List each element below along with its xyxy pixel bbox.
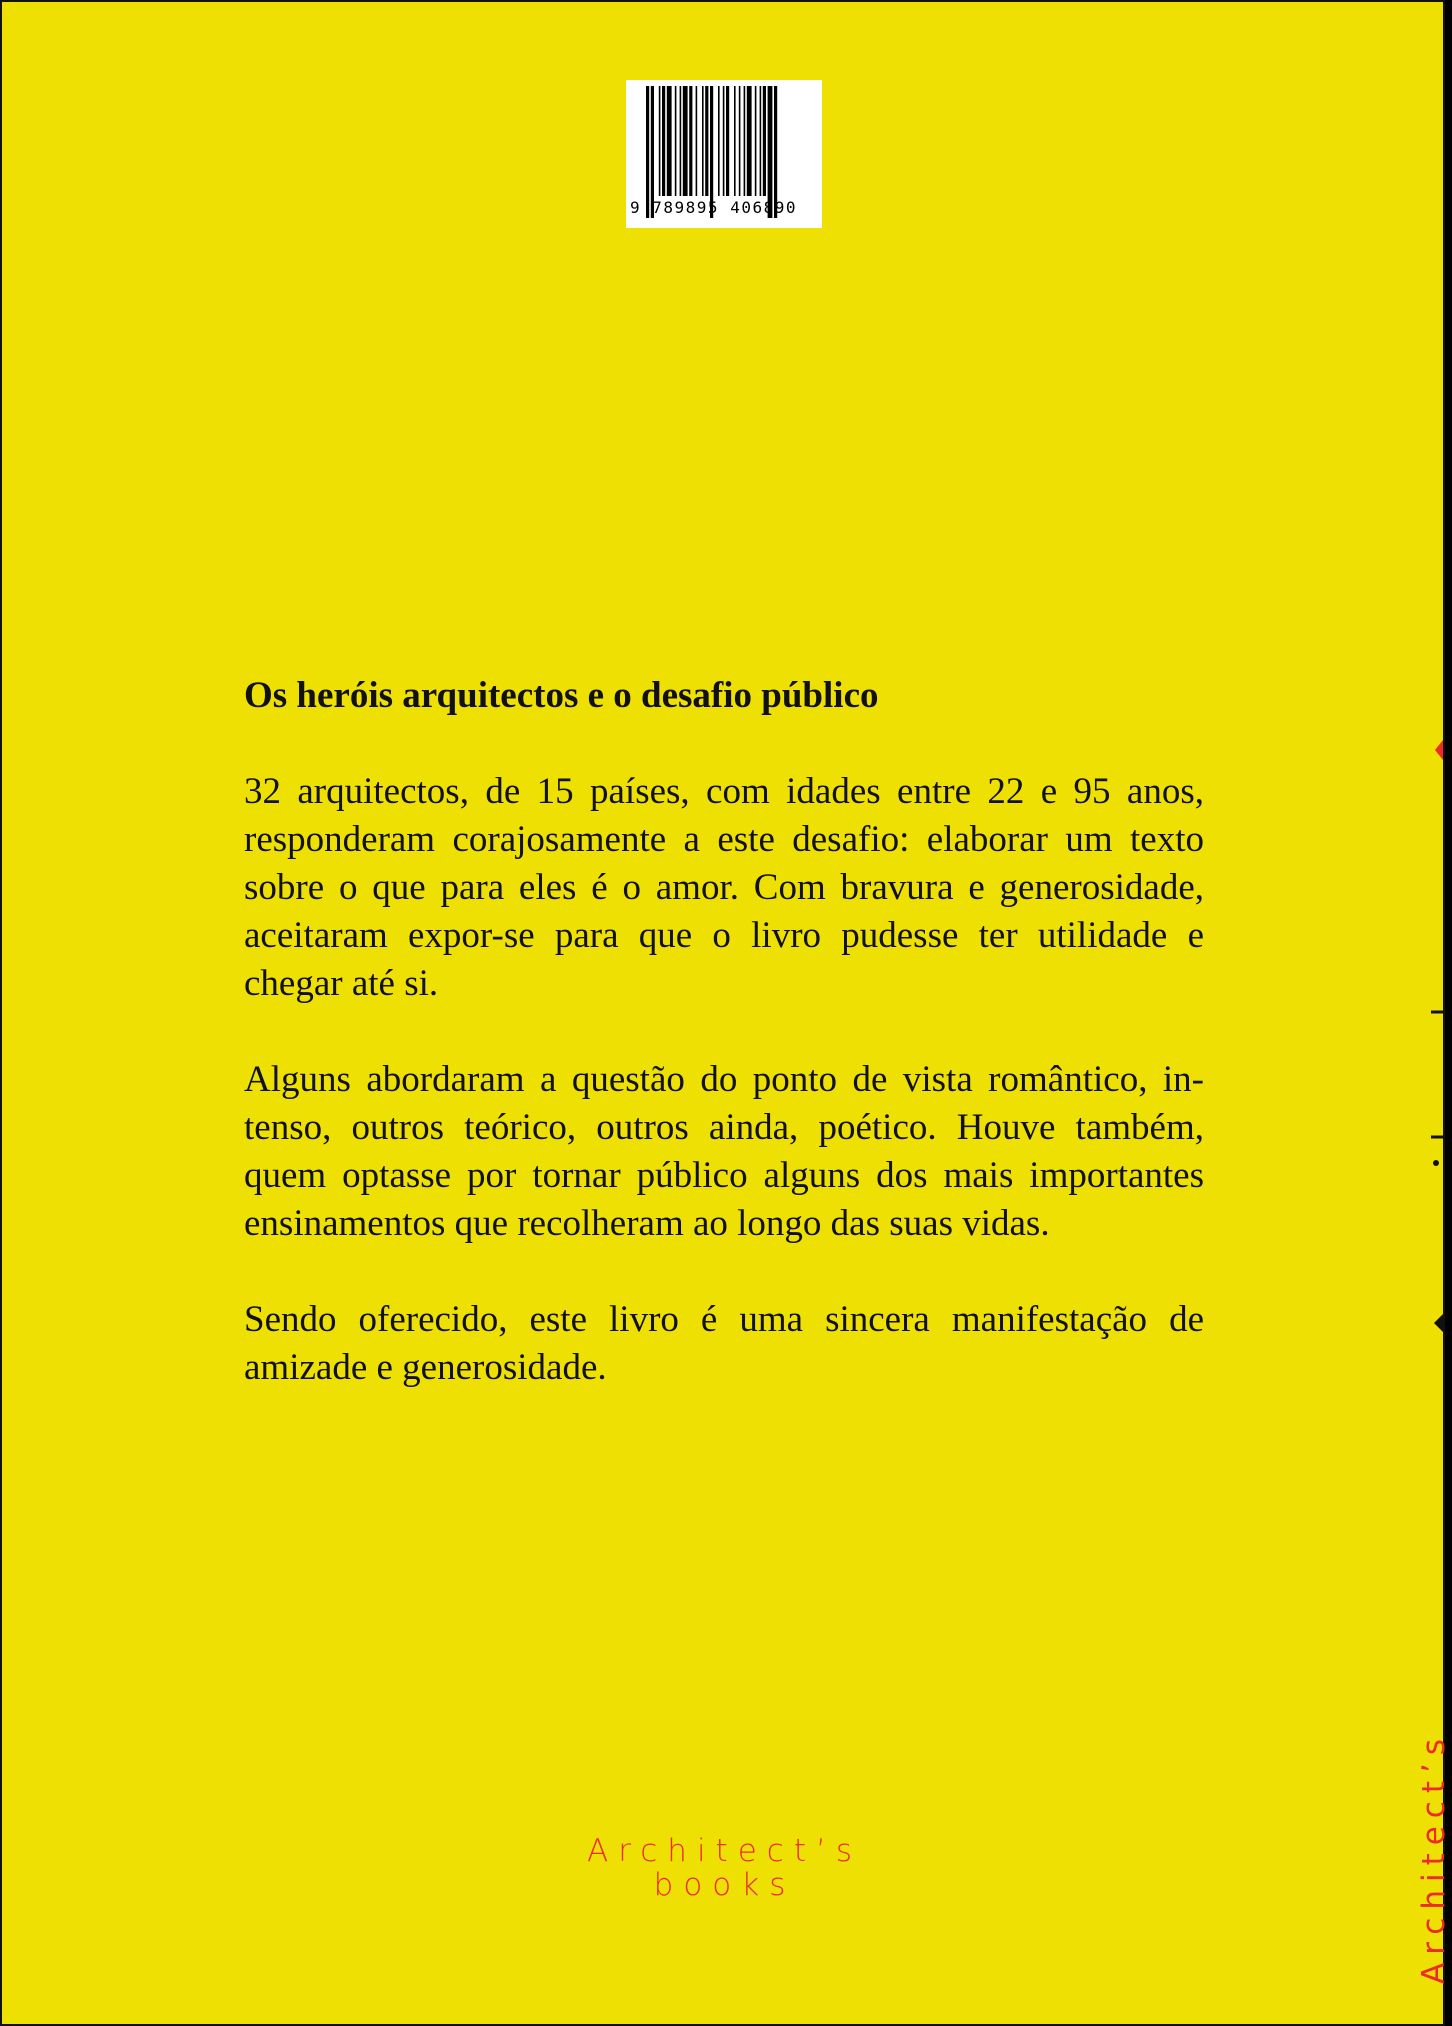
publisher-logo: [542, 1834, 907, 1902]
blurb-paragraph-1: 32 arquitectos, de 15 países, com idades entre 22 e 95 anos, responderam corajosamente a este desafio: elaborar um texto sobre o que para eles é o amor. Com bravura e generosidade, aceitaram expor-se para que o livro pudesse ter utilidade e chegar até si.: [244, 771, 1204, 1005]
barcode-bar: [696, 86, 698, 196]
barcode-bar: [747, 86, 752, 196]
barcode-bar: [683, 86, 688, 196]
blurb-heading: Os heróis arquitectos e o desafio público: [244, 675, 879, 716]
barcode-bar: [680, 86, 682, 196]
barcode-bar: [763, 86, 766, 196]
isbn-number: 9 789895 406890: [630, 198, 797, 217]
blurb-paragraph-2: Alguns abordaram a questão do ponto de vista romântico, intenso, outros teórico, outros ainda, poético. Houve também, quem optasse por tornar público alguns dos mais importantes ensinamentos que recolheram ao longo das suas vidas.: [244, 1059, 1204, 1245]
spine-edge-marks: [1423, 2, 1443, 2024]
barcode-bar: [702, 86, 704, 196]
barcode-bar: [659, 86, 661, 196]
barcode-bar: [675, 86, 677, 196]
barcode-bar: [705, 86, 708, 196]
barcode-bar: [755, 86, 757, 196]
blurb-paragraph-3: Sendo oferecido, este livro é uma sincera manifestação de amizade e generosidade.: [244, 1299, 1204, 1389]
spine-publisher-text: Architect’s: [1416, 1730, 1452, 1984]
spine-black-triangle: [1434, 1314, 1443, 1332]
spine-red-triangle: [1435, 740, 1443, 760]
barcode-bar: [744, 86, 746, 196]
publisher-logo-line2: books: [653, 1867, 796, 1903]
publisher-logo-line1: Architect’s: [586, 1833, 862, 1869]
barcode-bar: [734, 86, 736, 196]
barcode-bar: [718, 86, 720, 196]
barcode-bar: [667, 86, 672, 196]
barcode-bar: [689, 86, 692, 196]
spine-dot: [1433, 1160, 1439, 1166]
barcode-bar: [723, 86, 725, 196]
barcode-bar: [726, 86, 729, 196]
isbn-barcode: [626, 80, 822, 228]
barcode-bar: [662, 86, 665, 196]
barcode-bar: [760, 86, 762, 196]
blurb: [244, 674, 1204, 1440]
barcode-bar: [739, 86, 741, 196]
